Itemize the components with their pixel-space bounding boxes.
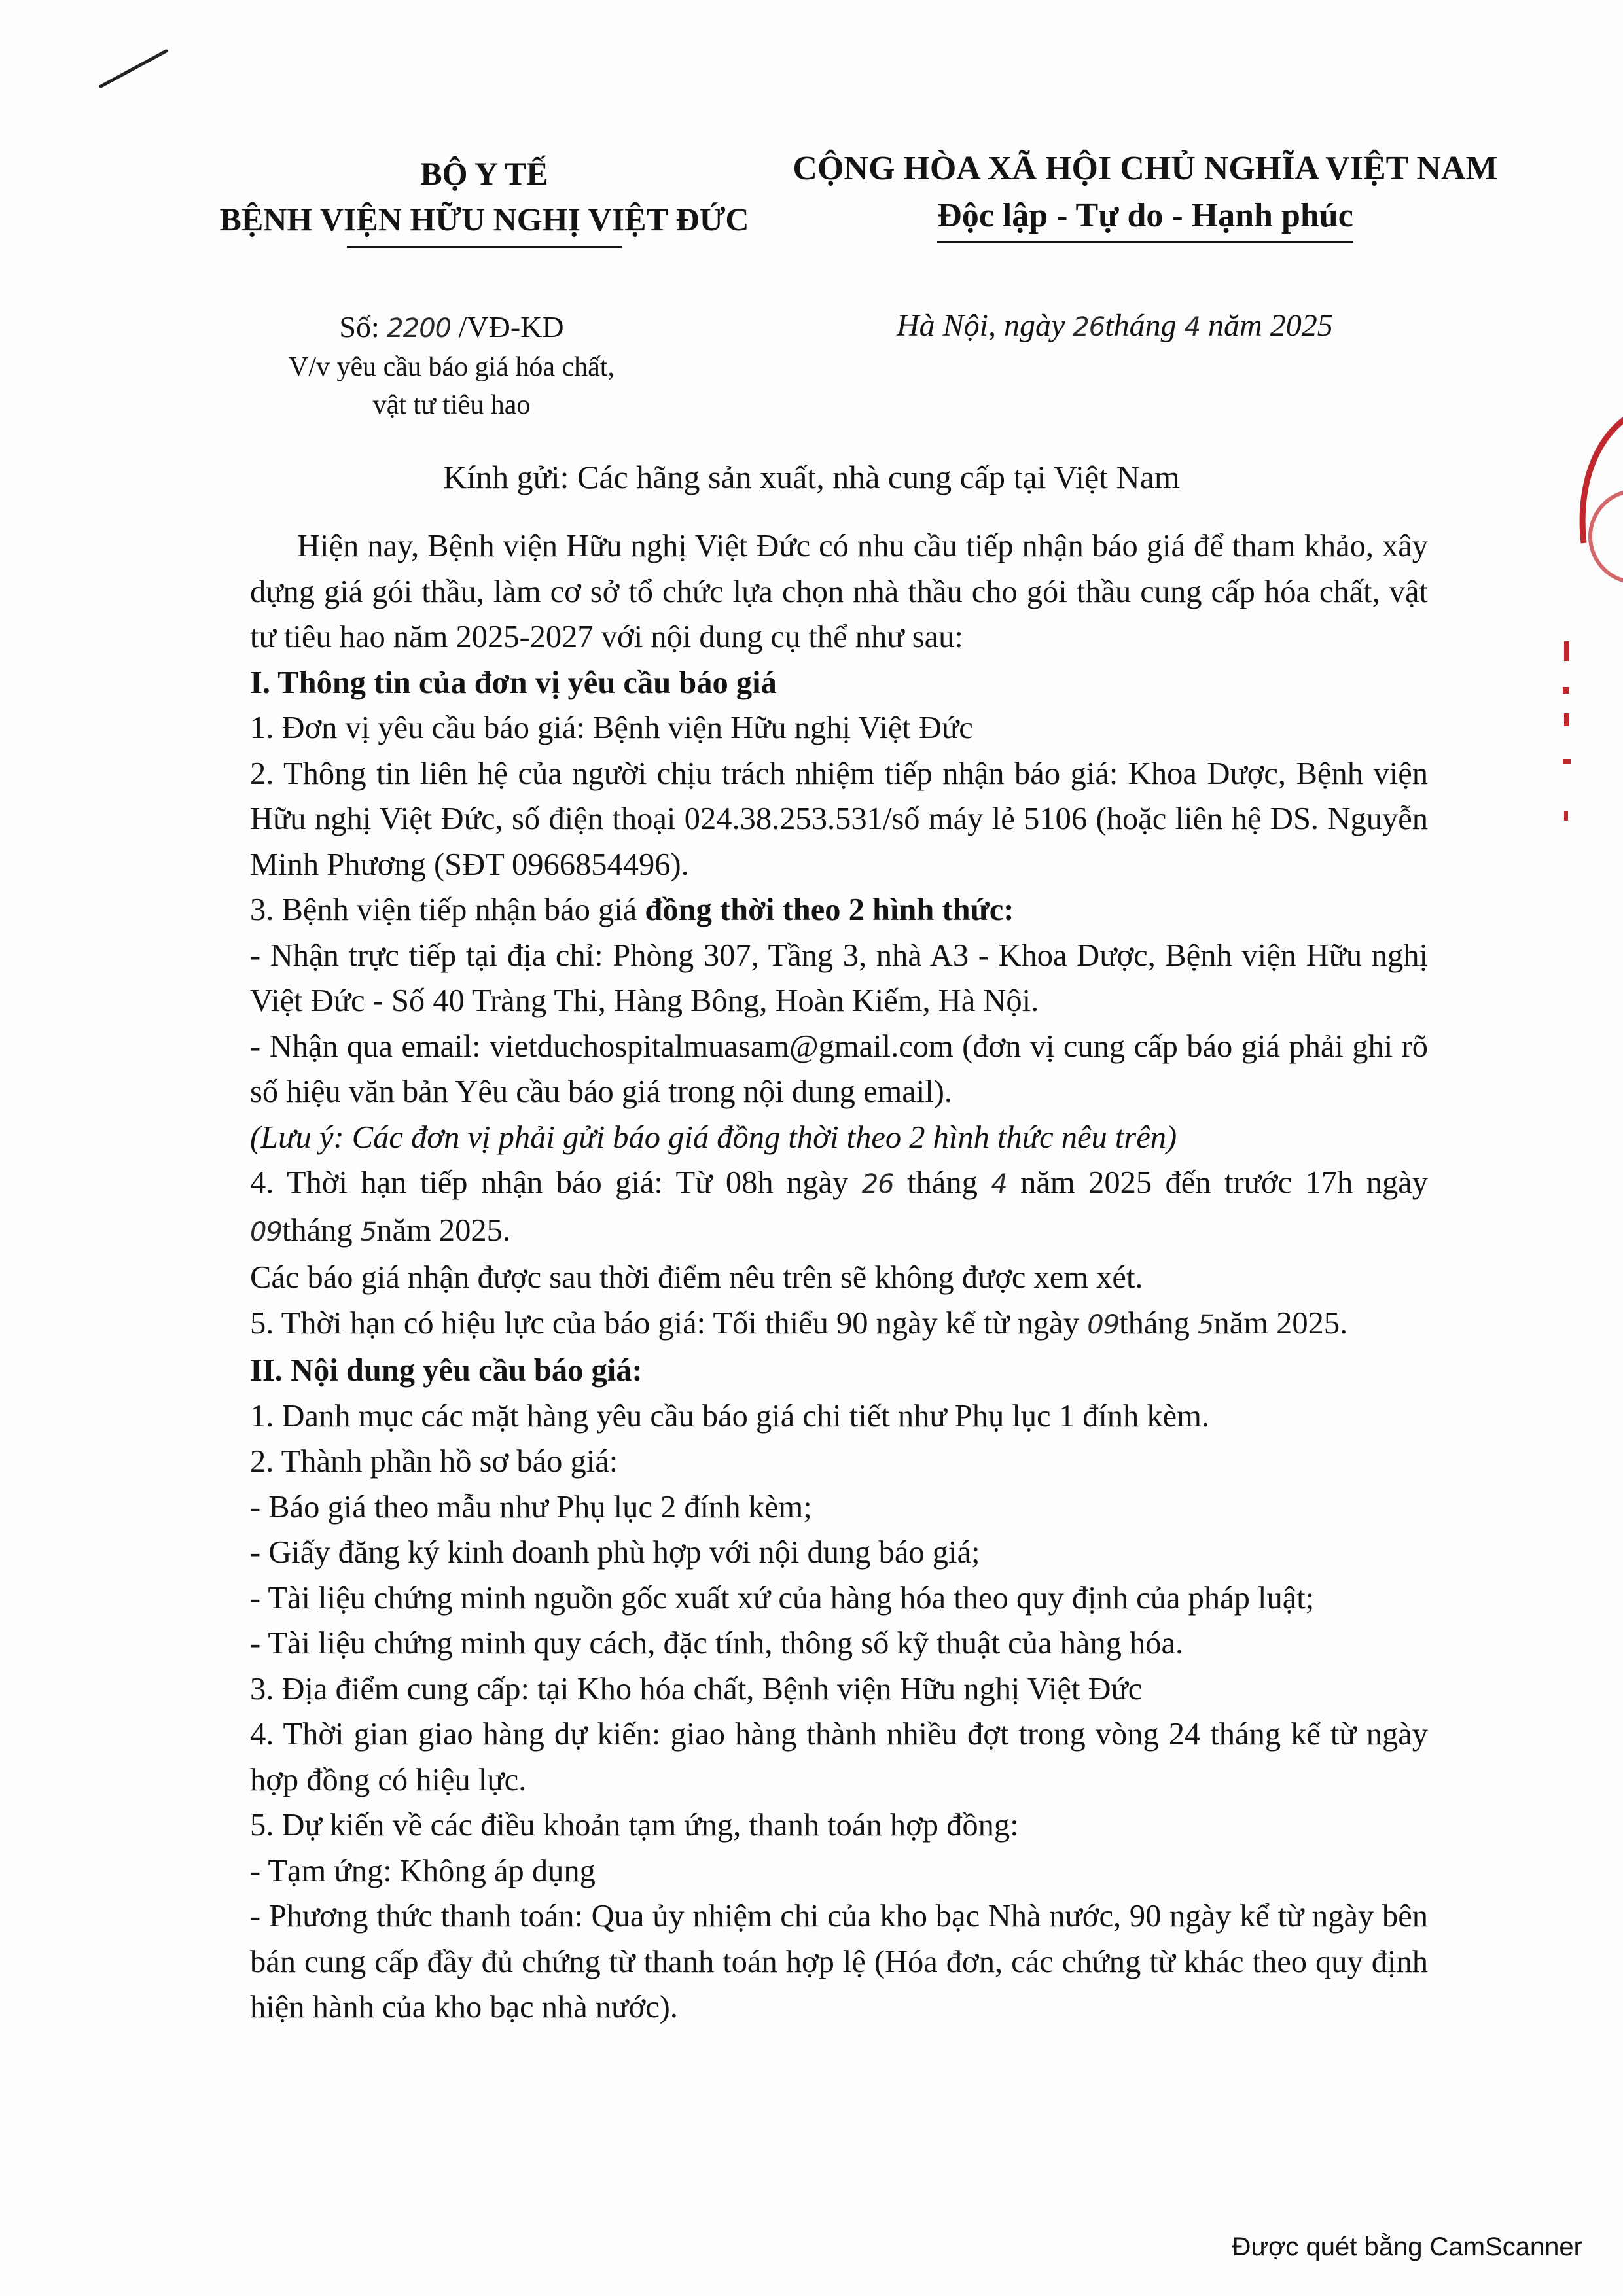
handwritten-month: 4 [1184, 312, 1201, 342]
note: (Lưu ý: Các đơn vị phải gửi báo giá đồng thời theo 2 hình thức nêu trên) [250, 1120, 1177, 1155]
ministry-name: BỘ Y TẾ [420, 155, 548, 192]
section-1-item-2: 2. Thông tin liên hệ của người chịu trách nhiệm tiếp nhận báo giá: Khoa Dược, Bệnh viện Hữu nghị Việt Đức, số điện thoại 024.38.253.531/số máy lẻ 5106 (hoặc liên hệ DS. Nguyễn Minh Phương (SĐT 0966854496). [250, 756, 1428, 882]
section-2-item-2c: - Tài liệu chứng minh nguồn gốc xuất xứ của hàng hóa theo quy định của pháp luật; [250, 1580, 1315, 1616]
section-1-item-3a: - Nhận trực tiếp tại địa chỉ: Phòng 307, Tầng 3, nhà A3 - Khoa Dược, Bệnh viện Hữu nghị Việt Đức - Số 40 Tràng Thi, Hàng Bông, Hoàn Kiếm, Hà Nội. [250, 938, 1428, 1018]
section-2-item-2b: - Giấy đăng ký kinh doanh phù hợp với nội dung báo giá; [250, 1535, 980, 1570]
section-2-item-5a: - Tạm ứng: Không áp dụng [250, 1853, 596, 1888]
official-stamp [1505, 406, 1623, 851]
intro-paragraph: Hiện nay, Bệnh viện Hữu nghị Việt Đức có nhu cầu tiếp nhận báo giá để tham khảo, xây dựng giá gói thầu, làm cơ sở tổ chức lựa chọn nhà thầu cho gói thầu cung cấp hóa chất, vật tư tiêu hao năm 2025-2027 với nội dung cụ thể như sau: [250, 529, 1428, 654]
header-left-underline [347, 246, 622, 248]
section-1-item-4: 4. Thời hạn tiếp nhận báo giá: Từ 08h ngày 26 tháng 4 năm 2025 đến trước 17h ngày 09tháng 5năm 2025. [250, 1165, 1428, 1248]
subject-line-1: V/v yêu cầu báo giá hóa chất, [289, 352, 615, 382]
document-body [250, 523, 1428, 2030]
document-number: Số: 2200 /VĐ-KD [339, 310, 564, 344]
national-title-block [772, 145, 1518, 243]
national-motto: Độc lập - Tự do - Hạnh phúc [937, 192, 1353, 243]
section-1-item-5: 5. Thời hạn có hiệu lực của báo giá: Tối thiểu 90 ngày kể từ ngày 09tháng 5năm 2025. [250, 1305, 1348, 1341]
section-2-item-1: 1. Danh mục các mặt hàng yêu cầu báo giá chi tiết như Phụ lục 1 đính kèm. [250, 1398, 1210, 1434]
handwritten-day: 26 [1073, 312, 1105, 342]
salutation: Kính gửi: Các hãng sản xuất, nhà cung cấp tại Việt Nam [443, 459, 1180, 495]
section-2-item-2: 2. Thành phần hồ sơ báo giá: [250, 1444, 618, 1479]
section-2-item-2a: - Báo giá theo mẫu như Phụ lục 2 đính kèm; [250, 1489, 812, 1525]
section-1-heading: I. Thông tin của đơn vị yêu cầu báo giá [250, 665, 777, 700]
scanner-watermark: Được quét bằng CamScanner [1232, 2233, 1582, 2261]
issuing-agency-block [118, 150, 851, 248]
section-2-item-3: 3. Địa điểm cung cấp: tại Kho hóa chất, Bệnh viện Hữu nghị Việt Đức [250, 1671, 1143, 1706]
section-1-item-3b: - Nhận qua email: vietduchospitalmuasam@gmail.com (đơn vị cung cấp báo giá phải ghi rõ số hiệu văn bản Yêu cầu báo giá trong nội dung email). [250, 1029, 1428, 1109]
country-name: CỘNG HÒA XÃ HỘI CHỦ NGHĨA VIỆT NAM [793, 150, 1498, 187]
subject-line-2: vật tư tiêu hao [372, 390, 531, 420]
section-2-item-5b: - Phương thức thanh toán: Qua ủy nhiệm chi của kho bạc Nhà nước, 90 ngày kể từ ngày bên bán cung cấp đầy đủ chứng từ thanh toán hợp lệ (Hóa đơn, các chứng từ khác theo quy định hiện hành của kho bạc nhà nước). [250, 1899, 1428, 2024]
section-2-item-4: 4. Thời gian giao hàng dự kiến: giao hàng thành nhiều đợt trong vòng 24 tháng kể từ ngày hợp đồng có hiệu lực. [250, 1717, 1428, 1797]
section-2-item-5: 5. Dự kiến về các điều khoản tạm ứng, thanh toán hợp đồng: [250, 1808, 1019, 1843]
pen-mark [98, 46, 170, 92]
section-1-item-1: 1. Đơn vị yêu cầu báo giá: Bệnh viện Hữu nghị Việt Đức [250, 711, 973, 745]
document-reference [223, 308, 681, 424]
issue-date: Hà Nội, ngày 26tháng 4 năm 2025 [897, 308, 1333, 343]
section-1-item-3: 3. Bệnh viện tiếp nhận báo giá đồng thời theo 2 hình thức: [250, 892, 1014, 927]
late-notice: Các báo giá nhận được sau thời điểm nêu trên sẽ không được xem xét. [250, 1260, 1143, 1295]
section-2-heading: II. Nội dung yêu cầu báo giá: [250, 1353, 643, 1388]
handwritten-number: 2200 [387, 313, 452, 344]
hospital-name: BỆNH VIỆN HỮU NGHỊ VIỆT ĐỨC [219, 201, 749, 238]
section-2-item-2d: - Tài liệu chứng minh quy cách, đặc tính, thông số kỹ thuật của hàng hóa. [250, 1626, 1184, 1661]
